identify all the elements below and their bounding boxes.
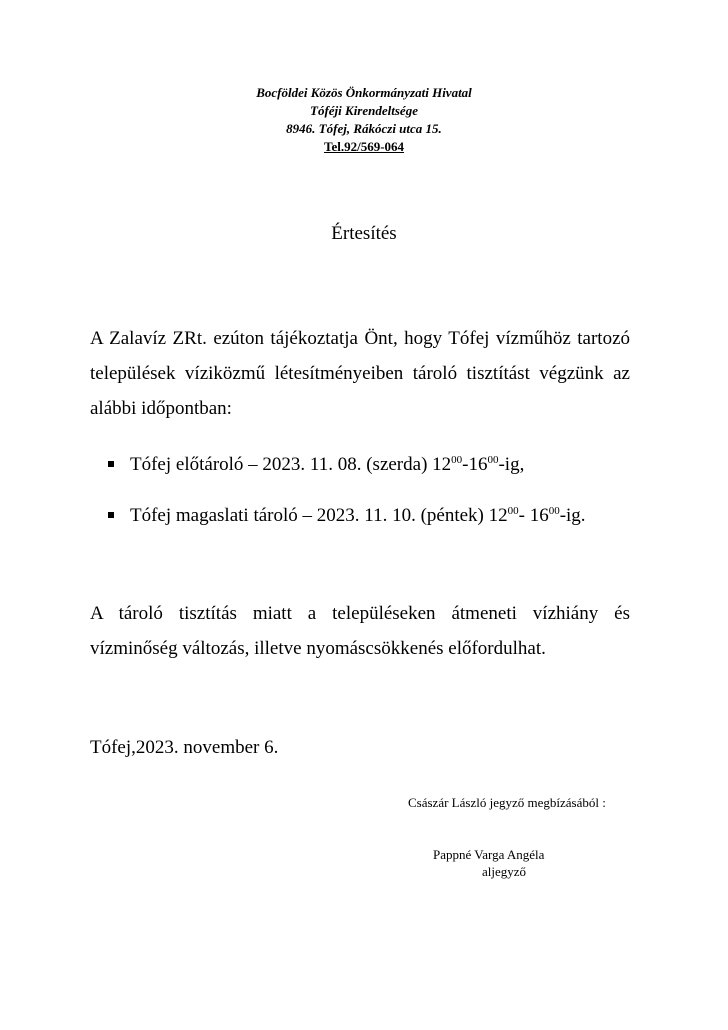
notice-paragraph: A tároló tisztítás miatt a településeken átmeneti vízhiány és vízminőség változás, illetve nyomáscsökkenés előfordulhat. xyxy=(90,603,630,659)
schedule-end: -ig. xyxy=(559,505,586,526)
list-item xyxy=(90,498,630,533)
schedule-text: Tófej magaslati tároló – 2023. 11. 10. (péntek) 12 xyxy=(130,505,508,526)
signatory-role: aljegyző xyxy=(482,864,527,879)
schedule-start-minutes: 00 xyxy=(507,505,519,517)
square-bullet-icon xyxy=(108,512,114,518)
schedule-end: -ig, xyxy=(498,454,525,475)
schedule-text: Tófej előtároló – 2023. 11. 08. (szerda) 12 xyxy=(130,454,452,475)
date-line: Tófej,2023. november 6. xyxy=(90,737,279,758)
office-phone: Tel.92/569-064 xyxy=(323,139,405,154)
signatory-name: Pappné Varga Angéla xyxy=(433,847,545,862)
office-address: 8946. Tófej, Rákóczi utca 15. xyxy=(286,121,442,136)
on-behalf-line: Császár László jegyző megbízásából : xyxy=(408,795,606,810)
list-item xyxy=(90,447,630,482)
schedule-mid: -16 xyxy=(462,454,488,475)
intro-paragraph: A Zalavíz ZRt. ezúton tájékoztatja Önt, hogy Tófej vízműhöz tartozó települések víziközmű létesítményeiben tároló tisztítást végzünk az alábbi időpontban: xyxy=(90,328,630,419)
letterhead xyxy=(0,84,728,156)
schedule-mid: - 16 xyxy=(518,505,549,526)
square-bullet-icon xyxy=(108,461,114,467)
branch-name: Tóféji Kirendeltsége xyxy=(310,103,418,118)
schedule-end-minutes: 00 xyxy=(487,454,499,466)
schedule-start-minutes: 00 xyxy=(451,454,463,466)
schedule-end-minutes: 00 xyxy=(548,505,560,517)
office-name: Bocföldei Közös Önkormányzati Hivatal xyxy=(256,85,472,100)
document-title: Értesítés xyxy=(331,223,397,244)
schedule-list xyxy=(90,447,630,549)
